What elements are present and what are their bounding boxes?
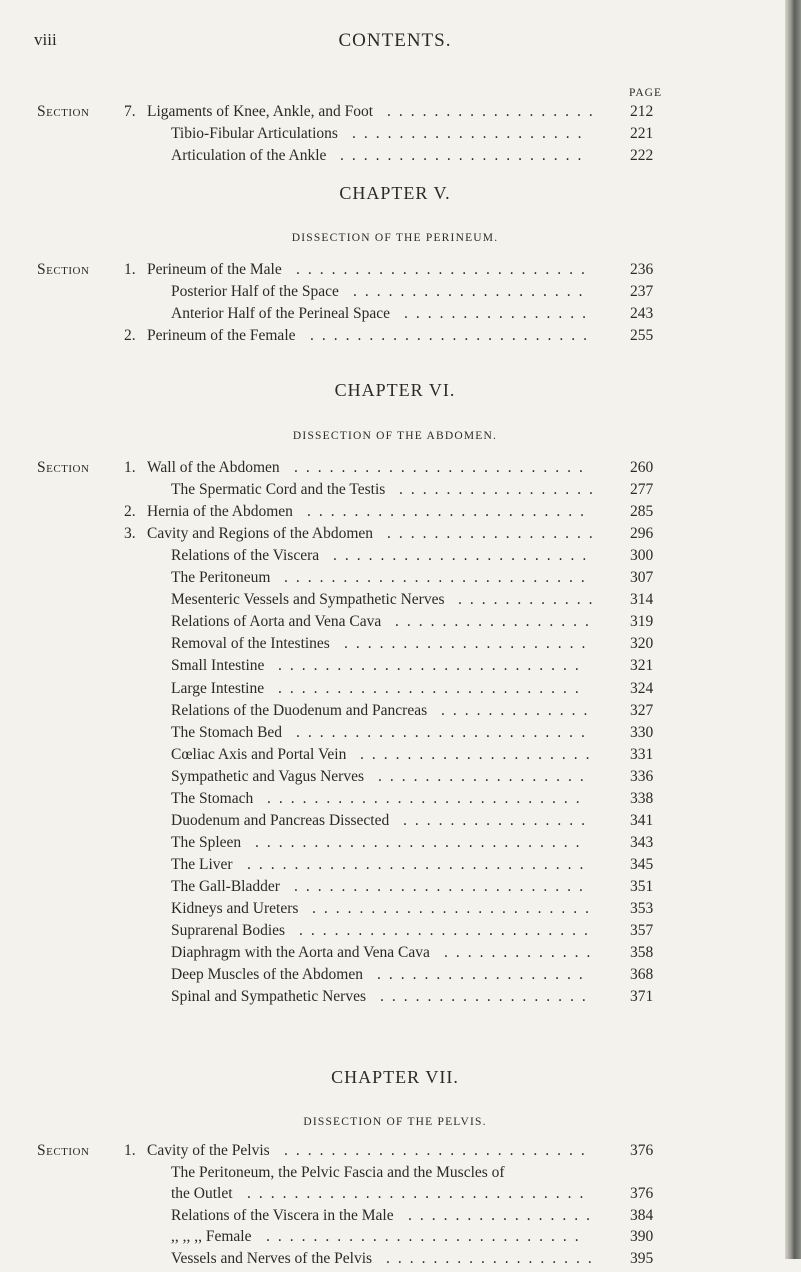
dot-leader: .................. <box>378 767 592 785</box>
entry-title: Duodenum and Pancreas Dissected <box>171 811 390 829</box>
toc-entry <box>0 1185 790 1207</box>
toc-entry <box>0 966 790 988</box>
entry-title: Deep Muscles of the Abdomen <box>171 966 363 984</box>
entry-title: Posterior Half of the Space <box>171 283 339 300</box>
toc-entry <box>0 702 790 724</box>
entry-page-number: 390 <box>630 1228 654 1245</box>
toc-entry <box>0 834 790 856</box>
toc-entry <box>0 569 790 591</box>
toc-entry <box>0 1142 790 1164</box>
dot-leader: ........................ <box>307 503 592 521</box>
entry-title: Kidneys and Ureters <box>171 900 299 917</box>
toc-entry <box>0 147 790 169</box>
entry-page-number: 319 <box>630 613 654 631</box>
section-number: 3. <box>124 525 136 543</box>
dot-leader: .......................... <box>284 569 593 587</box>
section-label: Section <box>37 261 90 278</box>
entry-title: Relations of the Duodenum and Pancreas <box>171 701 428 719</box>
dot-leader: ......................... <box>299 922 596 940</box>
entry-page-number: 296 <box>630 525 654 543</box>
dot-leader: ........................... <box>266 1228 587 1245</box>
entry-page-number: 243 <box>630 305 654 322</box>
toc-entry <box>0 503 790 525</box>
entry-page-number: 338 <box>630 789 654 807</box>
chapter-heading: CHAPTER V. <box>339 183 451 203</box>
toc-entry <box>0 988 790 1010</box>
entry-title: The Peritoneum, the Pelvic Fascia and the Muscles of <box>171 1163 505 1181</box>
entry-title: Sympathetic and Vagus Nerves <box>171 767 364 785</box>
entry-title: Tibio-Fibular Articulations <box>171 125 338 142</box>
entry-title: Diaphragm with the Aorta and Vena Cava <box>171 944 430 962</box>
entry-page-number: 314 <box>630 591 654 609</box>
toc-entry <box>0 283 790 305</box>
entry-title: Wall of the Abdomen <box>147 459 280 476</box>
entry-page-number: 320 <box>630 635 654 653</box>
entry-title: Perineum of the Male <box>147 261 282 278</box>
chapter-subheading: DISSECTION OF THE PELVIS. <box>303 1116 487 1128</box>
section-label: Section <box>37 459 90 476</box>
dot-leader: ..................... <box>340 147 590 164</box>
page-number: viii <box>34 30 57 49</box>
chapter-heading: CHAPTER VI. <box>334 380 456 400</box>
entry-page-number: 212 <box>630 103 654 120</box>
dot-leader: .................... <box>352 125 590 142</box>
toc-entry <box>0 459 790 481</box>
toc-entry <box>0 125 790 147</box>
toc-entry <box>0 680 790 702</box>
dot-leader: ..................... <box>344 635 594 653</box>
entry-page-number: 300 <box>630 547 654 565</box>
entry-title: Perineum of the Female <box>147 327 296 344</box>
toc-entry <box>0 878 790 900</box>
entry-page-number: 357 <box>630 922 654 940</box>
entry-title: The Stomach <box>171 789 254 807</box>
entry-page-number: 260 <box>630 459 654 476</box>
dot-leader: ......................... <box>296 723 593 741</box>
toc-entry <box>0 944 790 966</box>
entry-page-number: 285 <box>630 503 654 521</box>
dot-leader: ........................ <box>310 327 595 344</box>
dot-leader: ................ <box>408 1206 598 1224</box>
dot-leader: ........................... <box>267 789 588 807</box>
section-number: 7. <box>124 103 136 120</box>
dot-leader: ................. <box>395 613 597 631</box>
entry-page-number: 324 <box>630 679 654 697</box>
dot-leader: ............................. <box>247 855 592 873</box>
entry-page-number: 221 <box>630 125 654 142</box>
entry-title: Relations of Aorta and Vena Cava <box>171 613 382 631</box>
entry-page-number: 371 <box>630 988 654 1006</box>
entry-page-number: 237 <box>630 283 654 300</box>
entry-page-number: 343 <box>630 833 654 851</box>
entry-title: the Outlet <box>171 1185 233 1202</box>
dot-leader: .................. <box>386 1249 600 1267</box>
entry-title: The Spermatic Cord and the Testis <box>171 481 386 499</box>
entry-page-number: 353 <box>630 900 654 917</box>
toc-entry <box>0 746 790 768</box>
entry-title: Spinal and Sympathetic Nerves <box>171 988 366 1006</box>
entry-title: The Stomach Bed <box>171 723 283 741</box>
entry-page-number: 384 <box>630 1206 654 1224</box>
section-number: 2. <box>124 327 136 344</box>
dot-leader: ........................ <box>312 900 597 917</box>
section-number: 1. <box>124 1142 136 1159</box>
toc-entry <box>0 724 790 746</box>
toc-entry <box>0 547 790 569</box>
section-label: Section <box>37 103 90 120</box>
entry-title: The Spleen <box>171 833 242 851</box>
entry-page-number: 321 <box>630 657 654 675</box>
entry-title: Removal of the Intestines <box>171 635 330 653</box>
dot-leader: ............................. <box>247 1185 592 1202</box>
dot-leader: .................... <box>360 745 598 763</box>
dot-leader: ......................... <box>296 261 593 278</box>
dot-leader: ...................... <box>333 547 595 565</box>
entry-title: Relations of the Viscera in the Male <box>171 1206 394 1224</box>
entry-title: Cavity of the Pelvis <box>147 1142 270 1159</box>
entry-page-number: 236 <box>630 261 654 278</box>
dot-leader: ............. <box>441 701 596 719</box>
dot-leader: ......................... <box>294 877 591 895</box>
entry-page-number: 341 <box>630 811 654 829</box>
entry-page-number: 307 <box>630 569 654 587</box>
entry-page-number: 351 <box>630 877 654 895</box>
toc-entry <box>0 856 790 878</box>
toc-entry <box>0 591 790 613</box>
entry-title: Suprarenal Bodies <box>171 922 286 940</box>
toc-entry <box>0 613 790 635</box>
section-number: 2. <box>124 503 136 521</box>
toc-entry <box>0 900 790 922</box>
toc-entry <box>0 768 790 790</box>
entry-title: Vessels and Nerves of the Pelvis <box>171 1249 373 1267</box>
entry-title: Hernia of the Abdomen <box>147 503 293 521</box>
page-column-label: PAGE <box>629 87 662 99</box>
toc-entry <box>0 261 790 283</box>
entry-page-number: 255 <box>630 327 654 344</box>
dot-leader: ............ <box>458 591 601 609</box>
dot-leader: .......................... <box>284 1142 593 1159</box>
toc-entry <box>0 1228 790 1250</box>
entry-page-number: 222 <box>630 147 654 164</box>
entry-title: Relations of the Viscera <box>171 547 320 565</box>
toc-entry <box>0 1250 790 1272</box>
dot-leader: .................. <box>377 966 591 984</box>
dot-leader: ................. <box>399 481 601 499</box>
entry-page-number: 358 <box>630 944 654 962</box>
section-label: Section <box>37 1142 90 1159</box>
entry-page-number: 376 <box>630 1185 654 1202</box>
entry-title: Articulation of the Ankle <box>171 147 327 164</box>
dot-leader: .................. <box>387 103 601 120</box>
toc-entry <box>0 327 790 349</box>
chapter-subheading: DISSECTION OF THE ABDOMEN. <box>292 430 498 442</box>
toc-entry <box>0 481 790 503</box>
entry-title: Cœliac Axis and Portal Vein <box>171 745 347 763</box>
entry-page-number: 330 <box>630 723 654 741</box>
toc-entry <box>0 812 790 834</box>
section-number: 1. <box>124 459 136 476</box>
dot-leader: ................ <box>404 305 594 322</box>
entry-page-number: 336 <box>630 767 654 785</box>
entry-title: The Peritoneum <box>171 569 271 587</box>
toc-entry <box>0 1207 790 1229</box>
toc-entry <box>0 635 790 657</box>
toc-entry <box>0 1164 790 1186</box>
entry-page-number: 345 <box>630 855 654 873</box>
dot-leader: .................... <box>353 283 591 300</box>
dot-leader: .................. <box>387 525 601 543</box>
entry-title: Small Intestine <box>171 657 265 675</box>
dot-leader: ......................... <box>294 459 591 476</box>
dot-leader: .......................... <box>278 657 587 675</box>
entry-page-number: 376 <box>630 1142 654 1159</box>
toc-entry <box>0 790 790 812</box>
dot-leader: .......................... <box>278 679 587 697</box>
entry-title: Cavity and Regions of the Abdomen <box>147 525 374 543</box>
page-header <box>0 30 790 56</box>
entry-title: ,, ,, ,, Female <box>171 1228 252 1245</box>
toc-entry <box>0 922 790 944</box>
toc-entry <box>0 103 790 125</box>
entry-page-number: 395 <box>630 1249 654 1267</box>
toc-entry <box>0 525 790 547</box>
toc-entry <box>0 657 790 679</box>
dot-leader: ................ <box>403 811 593 829</box>
entry-title: Anterior Half of the Perineal Space <box>171 305 391 322</box>
entry-page-number: 368 <box>630 966 654 984</box>
chapter-heading: CHAPTER VII. <box>331 1067 459 1087</box>
entry-page-number: 331 <box>630 745 654 763</box>
entry-title: Ligaments of Knee, Ankle, and Foot <box>147 103 373 120</box>
entry-page-number: 277 <box>630 481 654 499</box>
toc-entry <box>0 305 790 327</box>
entry-title: Large Intestine <box>171 679 265 697</box>
dot-leader: .................. <box>380 988 594 1006</box>
entry-page-number: 327 <box>630 701 654 719</box>
dot-leader: ............. <box>444 944 599 962</box>
entry-title: Mesenteric Vessels and Sympathetic Nerves <box>171 591 445 609</box>
entry-title: The Liver <box>171 855 233 873</box>
dot-leader: ............................ <box>255 833 588 851</box>
chapter-subheading: DISSECTION OF THE PERINEUM. <box>291 232 499 244</box>
page-title: CONTENTS. <box>338 30 452 51</box>
entry-title: The Gall-Bladder <box>171 877 280 895</box>
section-number: 1. <box>124 261 136 278</box>
